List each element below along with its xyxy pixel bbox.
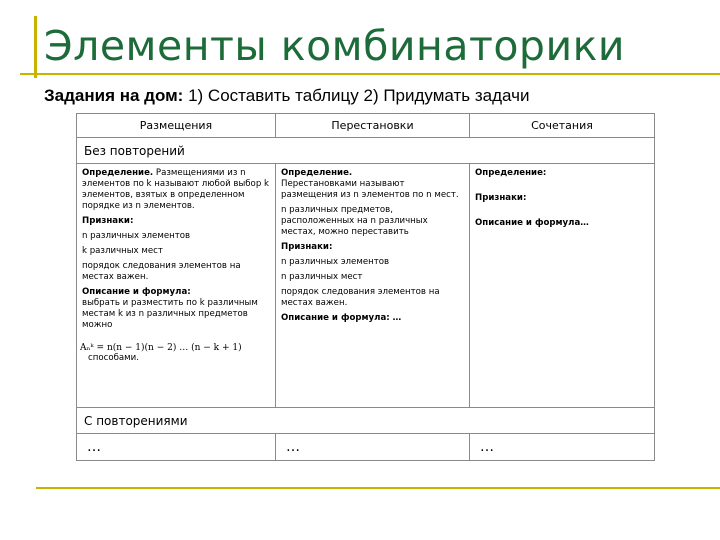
slide-title: Элементы комбинаторики: [44, 22, 625, 70]
homework-label: Задания на дом:: [44, 86, 184, 105]
permutations-def-label: Определение.: [281, 168, 353, 178]
placements-signs-label: Признаки:: [82, 216, 134, 226]
placements-def-label: Определение.: [82, 168, 154, 178]
permutations-sign2: n различных мест: [281, 272, 363, 282]
homework-text: 1) Составить таблицу 2) Придумать задачи: [183, 86, 530, 105]
accent-vertical-line: [34, 16, 37, 78]
combinations-def-label: Определение:: [475, 168, 547, 178]
table-header-row: [77, 114, 655, 138]
header-combinations: Сочетания: [470, 114, 655, 138]
dots-placements: …: [77, 434, 276, 461]
cell-combinations: [470, 164, 655, 408]
placements-def-text: Размещениями из n элементов по k называют любой выбор k элементов, взятых в определенном порядке из n элементов.: [82, 168, 269, 211]
placements-sign1: n различных элементов: [82, 231, 191, 241]
section-row-no-repeat: [77, 138, 655, 164]
permutations-sign1: n различных элементов: [281, 257, 390, 267]
dots-combinations: …: [470, 434, 655, 461]
cell-permutations: [276, 164, 470, 408]
placements-sign2: k различных мест: [82, 246, 163, 256]
table-body-row: [77, 164, 655, 408]
combinations-signs-label: Признаки:: [475, 193, 527, 203]
formula-tail: способами.: [88, 353, 139, 363]
placements-desc-text: выбрать и разместить по k различным местам k из n различных предметов можно: [82, 298, 258, 330]
combinatorics-table: [76, 113, 655, 461]
dots-row: [77, 434, 655, 461]
dots-permutations: …: [276, 434, 470, 461]
section-no-repeat: Без повторений: [77, 138, 655, 164]
accent-top-line: [20, 73, 720, 75]
placements-formula: [82, 343, 270, 365]
combinations-desc-label: Описание и формула…: [475, 218, 589, 228]
placements-desc-label: Описание и формула:: [82, 287, 191, 297]
placements-sign3: порядок следования элементов на местах важен.: [82, 261, 241, 282]
accent-bottom-line: [36, 487, 720, 489]
homework-line: [44, 86, 529, 106]
formula-text: Aₙᵏ = n(n − 1)(n − 2) … (n − k + 1): [80, 343, 242, 353]
permutations-desc-label: Описание и формула: …: [281, 313, 402, 323]
permutations-def-text2: n различных предметов, расположенных на n различных местах, можно переставить: [281, 205, 428, 237]
cell-placements: [77, 164, 276, 408]
section-row-repeat: [77, 408, 655, 434]
permutations-sign3: порядок следования элементов на местах важен.: [281, 287, 440, 308]
permutations-def-text: Перестановками называют размещения из n элементов по n мест.: [281, 179, 459, 200]
header-permutations: Перестановки: [276, 114, 470, 138]
header-placements: Размещения: [77, 114, 276, 138]
permutations-signs-label: Признаки:: [281, 242, 333, 252]
section-repeat: С повторениями: [77, 408, 655, 434]
